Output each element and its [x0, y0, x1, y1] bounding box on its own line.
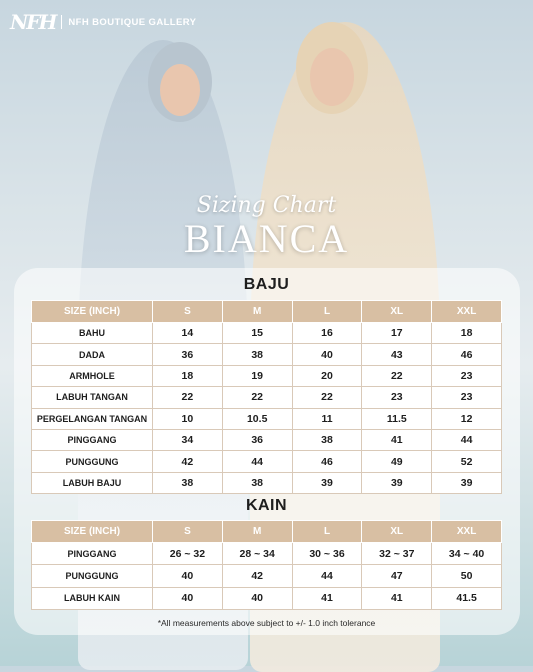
tolerance-note: *All measurements above subject to +/- 1.0 inch tolerance: [157, 618, 376, 628]
table-cell: 43: [362, 344, 432, 365]
table-cell: 18: [153, 365, 223, 386]
row-label: LABUH BAJU: [32, 472, 153, 493]
table-cell: 23: [362, 387, 432, 408]
table-cell: 28 ~ 34: [222, 543, 292, 565]
table-cell: 19: [222, 365, 292, 386]
column-header: M: [222, 521, 292, 543]
table-cell: 41: [362, 429, 432, 450]
row-label: PUNGGUNG: [32, 565, 153, 587]
table-row: [32, 429, 502, 450]
table-cell: 22: [222, 387, 292, 408]
column-header: S: [153, 301, 223, 323]
table-cell: 20: [292, 365, 362, 386]
table-cell: 44: [432, 429, 502, 450]
row-label: LABUH KAIN: [32, 587, 153, 609]
row-label: PINGGANG: [32, 543, 153, 565]
table-cell: 39: [362, 472, 432, 493]
table-cell: 40: [153, 587, 223, 609]
baju-size-table: [31, 300, 502, 494]
brand-divider: [61, 15, 62, 29]
column-header: S: [153, 521, 223, 543]
brand-logo: NFH: [10, 10, 56, 34]
table-row: [32, 472, 502, 493]
table-cell: 42: [153, 451, 223, 472]
brand-header: [10, 10, 196, 34]
table-cell: 44: [292, 565, 362, 587]
table-cell: 18: [432, 323, 502, 344]
column-header: L: [292, 301, 362, 323]
brand-name: NFH BOUTIQUE GALLERY: [68, 16, 197, 28]
column-header: SIZE (INCH): [32, 301, 153, 323]
table-cell: 39: [292, 472, 362, 493]
table-cell: 17: [362, 323, 432, 344]
baju-section-title: BAJU: [243, 276, 290, 293]
table-cell: 14: [153, 323, 223, 344]
row-label: PUNGGUNG: [32, 451, 153, 472]
product-title: BIANCA: [183, 216, 350, 261]
row-label: ARMHOLE: [32, 365, 153, 386]
column-header: XL: [362, 521, 432, 543]
table-cell: 23: [432, 365, 502, 386]
table-row: [32, 387, 502, 408]
column-header: XL: [362, 301, 432, 323]
row-label: LABUH TANGAN: [32, 387, 153, 408]
table-cell: 44: [222, 451, 292, 472]
table-cell: 41: [292, 587, 362, 609]
table-cell: 22: [362, 365, 432, 386]
kain-size-table: [31, 520, 502, 610]
row-label: PINGGANG: [32, 429, 153, 450]
table-cell: 11: [292, 408, 362, 429]
table-cell: 36: [153, 344, 223, 365]
table-row: [32, 344, 502, 365]
column-header: SIZE (INCH): [32, 521, 153, 543]
table-cell: 10.5: [222, 408, 292, 429]
table-cell: 38: [222, 344, 292, 365]
row-label: PERGELANGAN TANGAN: [32, 408, 153, 429]
table-cell: 52: [432, 451, 502, 472]
table-cell: 23: [432, 387, 502, 408]
table-cell: 40: [153, 565, 223, 587]
table-cell: 40: [222, 587, 292, 609]
model-left-face: [160, 64, 200, 116]
table-cell: 22: [153, 387, 223, 408]
table-cell: 46: [432, 344, 502, 365]
table-header-row: [32, 301, 502, 323]
table-cell: 41.5: [432, 587, 502, 609]
kain-section-title: KAIN: [245, 497, 288, 514]
table-cell: 50: [432, 565, 502, 587]
table-cell: 26 ~ 32: [153, 543, 223, 565]
table-row: [32, 587, 502, 609]
table-cell: 38: [292, 429, 362, 450]
table-row: [32, 543, 502, 565]
table-cell: 30 ~ 36: [292, 543, 362, 565]
table-row: [32, 365, 502, 386]
row-label: BAHU: [32, 323, 153, 344]
model-right-face: [310, 48, 354, 106]
table-cell: 36: [222, 429, 292, 450]
column-header: XXL: [432, 521, 502, 543]
table-cell: 11.5: [362, 408, 432, 429]
table-cell: 34: [153, 429, 223, 450]
table-cell: 38: [222, 472, 292, 493]
table-cell: 39: [432, 472, 502, 493]
table-cell: 32 ~ 37: [362, 543, 432, 565]
table-row: [32, 565, 502, 587]
table-cell: 40: [292, 344, 362, 365]
table-cell: 49: [362, 451, 432, 472]
table-row: [32, 408, 502, 429]
table-cell: 34 ~ 40: [432, 543, 502, 565]
row-label: DADA: [32, 344, 153, 365]
table-row: [32, 323, 502, 344]
column-header: L: [292, 521, 362, 543]
column-header: M: [222, 301, 292, 323]
table-cell: 47: [362, 565, 432, 587]
table-cell: 41: [362, 587, 432, 609]
table-row: [32, 451, 502, 472]
table-cell: 12: [432, 408, 502, 429]
table-cell: 38: [153, 472, 223, 493]
title-script: Sizing Chart: [196, 193, 337, 218]
table-cell: 46: [292, 451, 362, 472]
table-cell: 16: [292, 323, 362, 344]
table-cell: 42: [222, 565, 292, 587]
table-cell: 15: [222, 323, 292, 344]
table-cell: 10: [153, 408, 223, 429]
table-cell: 22: [292, 387, 362, 408]
table-header-row: [32, 521, 502, 543]
column-header: XXL: [432, 301, 502, 323]
